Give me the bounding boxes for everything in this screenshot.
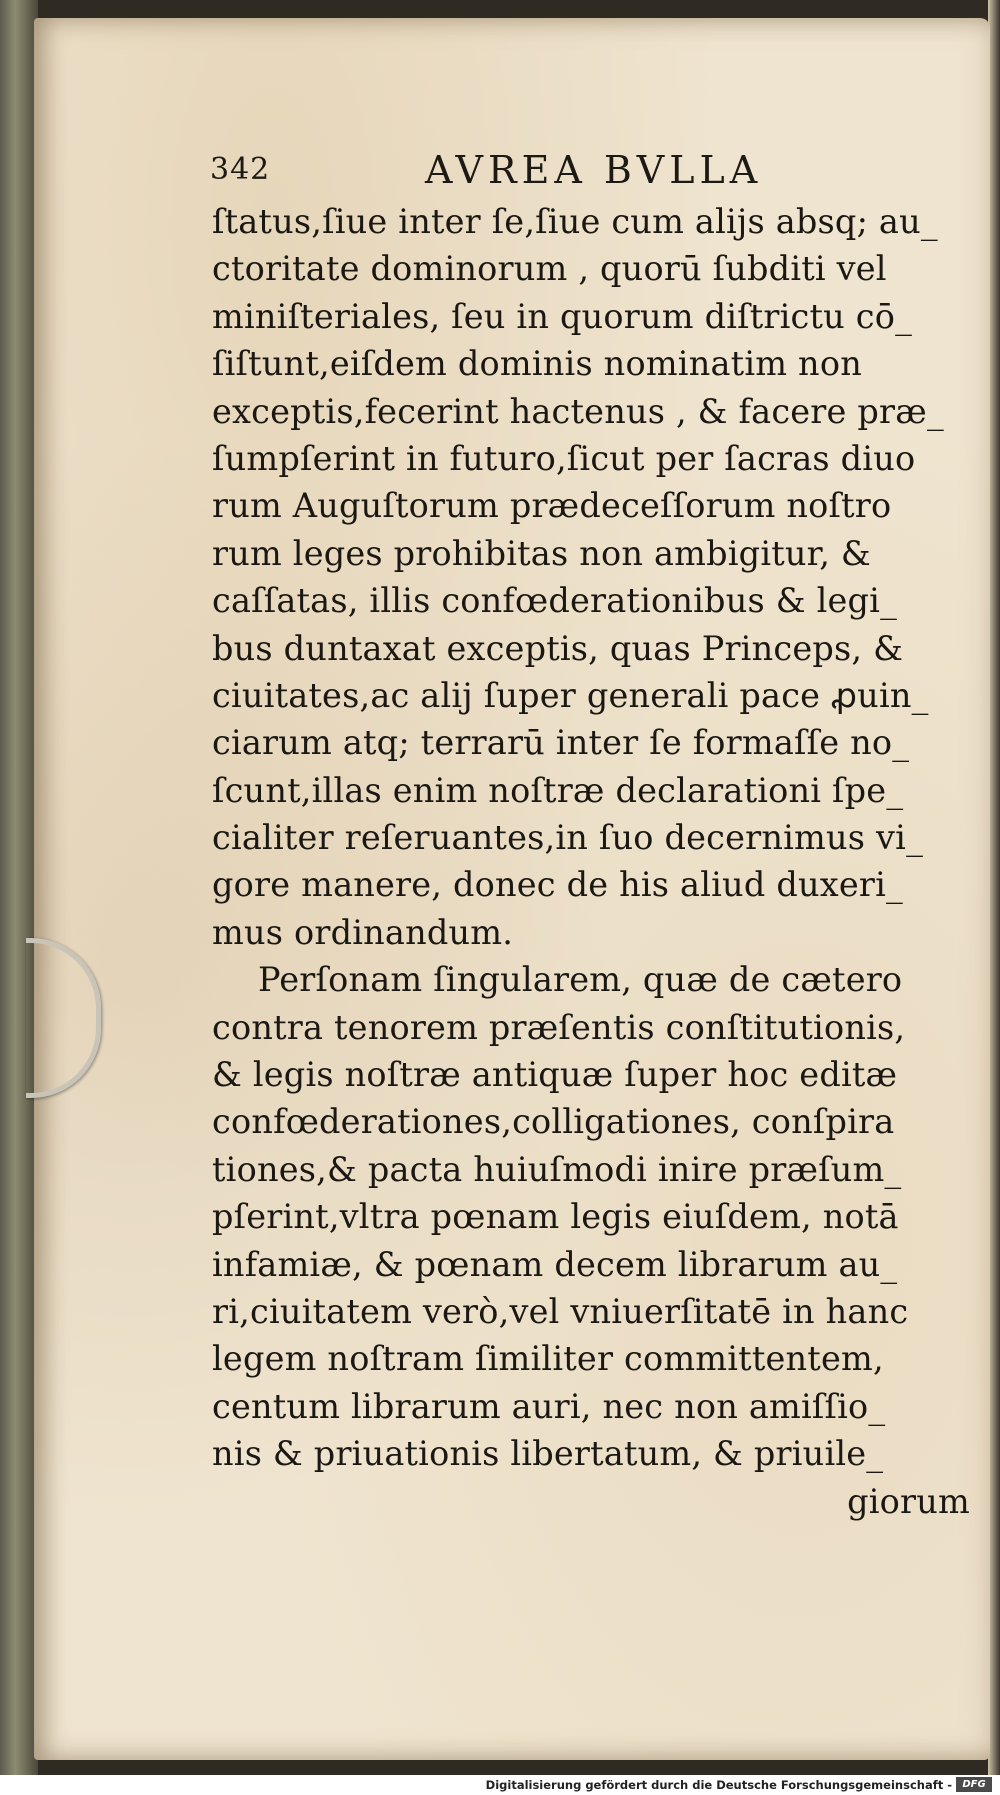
book-spine-edge [0,0,38,1775]
page-number: 342 [210,152,271,187]
text-line: ri,ciuitatem verò,vel vniuerſitatē in hanc [212,1291,909,1331]
body-text [212,198,982,1525]
text-line: & legis noſtræ antiquæ ſuper hoc editæ [212,1055,898,1095]
dfg-logo: DFG [956,1777,992,1792]
text-line: cialiter reſeruantes,in ſuo decernimus vi_ [212,818,924,858]
text-line: rum leges prohibitas non ambigitur, & [212,533,871,573]
text-line: ſumpſerint in futuro,ſicut per ſacras diuo [212,438,916,478]
text-line: ctoritate dominorum , quorū ſubditi vel [212,249,887,289]
text-line: legem noſtram ſimiliter committentem, [212,1339,884,1379]
text-line: infamiæ, & pœnam decem librarum au_ [212,1244,898,1284]
running-title: AVREA BVLLA [425,148,763,192]
text-line: ſiſtunt,eiſdem dominis nominatim non [212,344,862,384]
digitization-footer [0,1775,1000,1795]
text-line: exceptis,fecerint hactenus , & facere præ_ [212,391,944,431]
text-line: ſtatus,ſiue inter ſe,ſiue cum alijs absq; au_ [212,202,938,241]
text-line: gore manere, donec de his aliud duxeri_ [212,865,903,905]
text-line: tiones,& pacta huiuſmodi inire præſum_ [212,1149,902,1189]
text-line: confœderationes,colligationes, conſpira [212,1102,895,1142]
text-line: caſſatas, illis confœderationibus & legi_ [212,581,898,621]
text-line: contra tenorem præſentis conſtitutionis, [212,1007,906,1047]
text-line: bus duntaxat exceptis, quas Princeps, & [212,628,904,668]
paragraph-start-line: Perſonam ſingularem, quæ de cætero [258,960,903,1000]
text-line: pſerint,vltra pœnam legis eiuſdem, notā [212,1197,899,1237]
catchword: giorum [847,1481,970,1521]
text-line: miniſteriales, ſeu in quorum diſtrictu cō_ [212,296,913,336]
funding-credit: Digitalisierung gefördert durch die Deutsche Forschungsgemeinschaft - [485,1778,952,1792]
text-line: ciarum atq; terrarū inter ſe formaſſe no_ [212,723,910,763]
text-line: mus ordinandum. [212,912,514,952]
page-clip-icon [26,938,101,1098]
text-line: ciuitates,ac alij ſuper generali pace ꝓuin_ [212,675,929,715]
page-header [210,148,820,192]
text-line: rum Auguſtorum prædeceſſorum noſtro [212,486,892,526]
text-line: ſcunt,illas enim noſtræ declarationi ſpe_ [212,770,904,810]
text-line: nis & priuationis libertatum, & priuile_ [212,1434,884,1474]
text-line: centum librarum auri, nec non amiſſio_ [212,1386,886,1426]
